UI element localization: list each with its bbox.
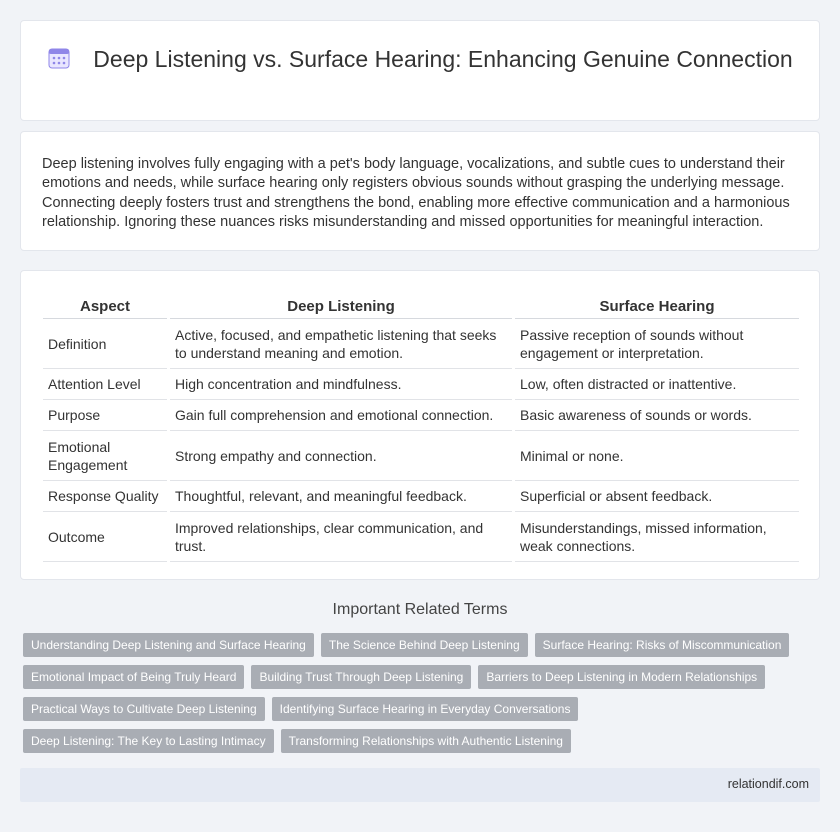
footer: [20, 768, 820, 802]
aspect-cell: Purpose: [43, 400, 167, 431]
header-deep-listening: Deep Listening: [170, 296, 512, 319]
surface-cell: Misunderstandings, missed information, weak connections.: [515, 512, 799, 562]
calendar-icon: [47, 46, 71, 70]
related-tag[interactable]: Understanding Deep Listening and Surface Hearing: [23, 633, 314, 657]
aspect-cell: Emotional Engagement: [43, 431, 167, 481]
comparison-card: [20, 270, 820, 580]
deep-cell: High concentration and mindfulness.: [170, 369, 512, 400]
related-tag[interactable]: Transforming Relationships with Authentic Listening: [281, 729, 571, 753]
header-card: [20, 20, 820, 121]
surface-cell: Superficial or absent feedback.: [515, 481, 799, 512]
surface-cell: Low, often distracted or inattentive.: [515, 369, 799, 400]
deep-cell: Thoughtful, relevant, and meaningful feedback.: [170, 481, 512, 512]
header-aspect: Aspect: [43, 296, 167, 319]
related-tag[interactable]: The Science Behind Deep Listening: [321, 633, 528, 657]
related-tag[interactable]: Surface Hearing: Risks of Miscommunication: [535, 633, 790, 657]
intro-card: [20, 131, 820, 251]
deep-cell: Gain full comprehension and emotional connection.: [170, 400, 512, 431]
table-row: [43, 400, 799, 431]
deep-cell: Active, focused, and empathetic listening that seeks to understand meaning and emotion.: [170, 319, 512, 369]
aspect-cell: Definition: [43, 319, 167, 369]
surface-cell: Basic awareness of sounds or words.: [515, 400, 799, 431]
table-row: [43, 481, 799, 512]
tag-row: [23, 729, 803, 753]
aspect-cell: Outcome: [43, 512, 167, 562]
related-tag[interactable]: Practical Ways to Cultivate Deep Listening: [23, 697, 265, 721]
page-title: Deep Listening vs. Surface Hearing: Enhancing Genuine Connection: [93, 46, 793, 72]
related-tag[interactable]: Barriers to Deep Listening in Modern Relationships: [478, 665, 765, 689]
related-tags: [23, 633, 803, 761]
tag-row: [23, 665, 803, 689]
intro-paragraph: Deep listening involves fully engaging with a pet's body language, vocalizations, and subtle cues to understand their emotions and needs, while surface hearing only registers obvious sounds without grasping the underlying message. Connecting deeply fosters trust and strengthens the bond, enabling more effective communication and a harmonious relationship. Ignoring these nuances risks misunderstanding and missed opportunities for meaningful interaction.: [42, 156, 790, 231]
table-header-row: [43, 296, 799, 319]
title-block: [21, 45, 819, 74]
surface-cell: Passive reception of sounds without engagement or interpretation.: [515, 319, 799, 369]
related-tag[interactable]: Deep Listening: The Key to Lasting Intimacy: [23, 729, 274, 753]
deep-cell: Improved relationships, clear communication, and trust.: [170, 512, 512, 562]
header-surface-hearing: Surface Hearing: [515, 296, 799, 319]
tag-row: [23, 633, 803, 657]
comparison-table: [43, 296, 799, 562]
aspect-cell: Attention Level: [43, 369, 167, 400]
table-row: [43, 431, 799, 481]
related-terms-heading: Important Related Terms: [332, 601, 508, 618]
aspect-cell: Response Quality: [43, 481, 167, 512]
related-tag[interactable]: Emotional Impact of Being Truly Heard: [23, 665, 244, 689]
table-row: [43, 319, 799, 369]
footer-site-link[interactable]: relationdif.com: [727, 777, 809, 791]
surface-cell: Minimal or none.: [515, 431, 799, 481]
related-tag[interactable]: Identifying Surface Hearing in Everyday Conversations: [272, 697, 579, 721]
tag-row: [23, 697, 803, 721]
deep-cell: Strong empathy and connection.: [170, 431, 512, 481]
table-row: [43, 369, 799, 400]
table-row: [43, 512, 799, 562]
related-tag[interactable]: Building Trust Through Deep Listening: [251, 665, 471, 689]
